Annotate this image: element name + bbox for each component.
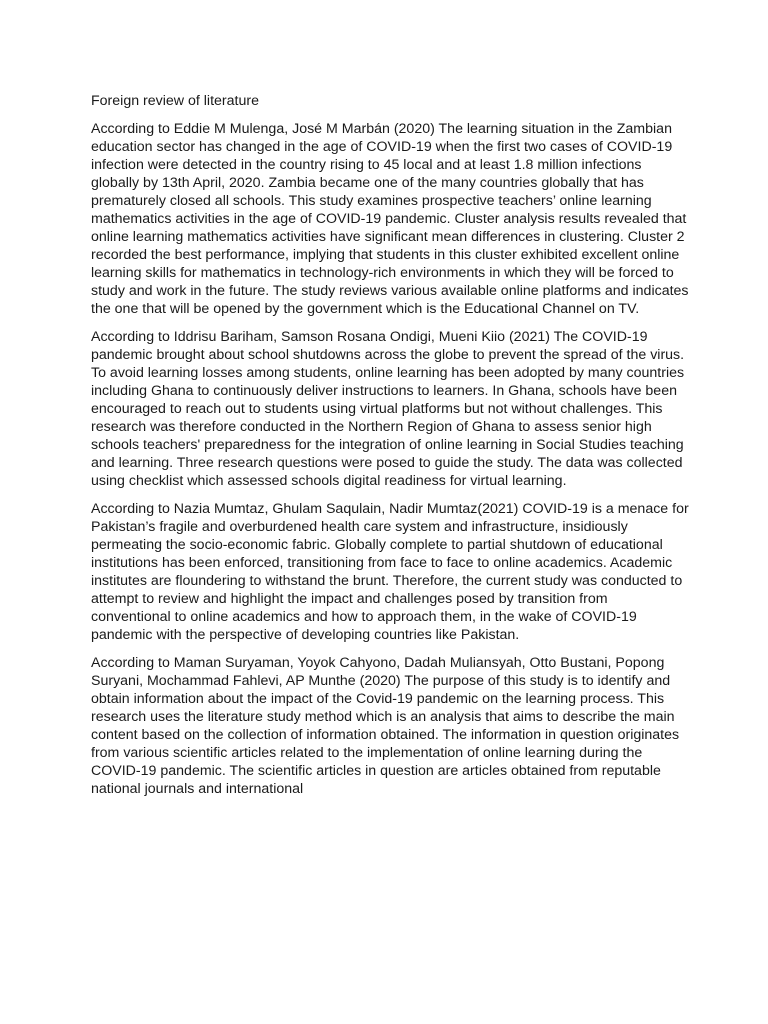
paragraph-suryaman-et-al: According to Maman Suryaman, Yoyok Cahyono, Dadah Muliansyah, Otto Bustani, Popong Suryani, Mochammad Fahlevi, AP Munthe (2020) The purpose of this study is to identify and obtain information about the impact of the Covid-19 pandemic on the learning process. This research uses the literature study method which is an analysis that aims to describe the main content based on the collection of information obtained. The information in question originates from various scientific articles related to the implementation of online learning during the COVID-19 pandemic. The scientific articles in question are articles obtained from reputable national journals and international <box>91 655 680 797</box>
paragraph-mumtaz-saqulain: According to Nazia Mumtaz, Ghulam Saqulain, Nadir Mumtaz(2021) COVID-19 is a menace for Pakistan’s fragile and overburdened health care system and infrastructure, insidiously permeating the socio-economic fabric. Globally complete to partial shutdown of educational institutions has been enforced, transitioning from face to face to online academics. Academic institutes are floundering to withstand the brunt. Therefore, the current study was conducted to attempt to review and highlight the impact and challenges posed by transition from conventional to online academics and how to approach them, in the wake of COVID-19 pandemic with the perspective of developing countries like Pakistan. <box>91 501 689 643</box>
document-page <box>91 92 691 808</box>
paragraph-bariham-ondigi-kiio: According to Iddrisu Bariham, Samson Rosana Ondigi, Mueni Kiio (2021) The COVID-19 pandemic brought about school shutdowns across the globe to prevent the spread of the virus. To avoid learning losses among students, online learning has been adopted by many countries including Ghana to continuously deliver instructions to learners. In Ghana, schools have been encouraged to reach out to students using virtual platforms but not without challenges. This research was therefore conducted in the Northern Region of Ghana to assess senior high schools teachers' preparedness for the integration of online learning in Social Studies teaching and learning. Three research questions were posed to guide the study. The data was collected using checklist which assessed schools digital readiness for virtual learning. <box>91 329 685 489</box>
section-heading: Foreign review of literature <box>91 93 259 109</box>
paragraph-mulenga-marban: According to Eddie M Mulenga, José M Marbán (2020) The learning situation in the Zambian education sector has changed in the age of COVID-19 when the first two cases of COVID-19 infection were detected in the country rising to 45 local and at least 1.8 million infections globally by 13th April, 2020. Zambia became one of the many countries globally that has prematurely closed all schools. This study examines prospective teachers’ online learning mathematics activities in the age of COVID-19 pandemic. Cluster analysis results revealed that online learning mathematics activities have significant mean differences in clustering. Cluster 2 recorded the best performance, implying that students in this cluster exhibited excellent online learning skills for mathematics in technology-rich environments in which they will be forced to study and work in the future. The study reviews various available online platforms and indicates the one that will be opened by the government which is the Educational Channel on TV. <box>91 121 689 317</box>
